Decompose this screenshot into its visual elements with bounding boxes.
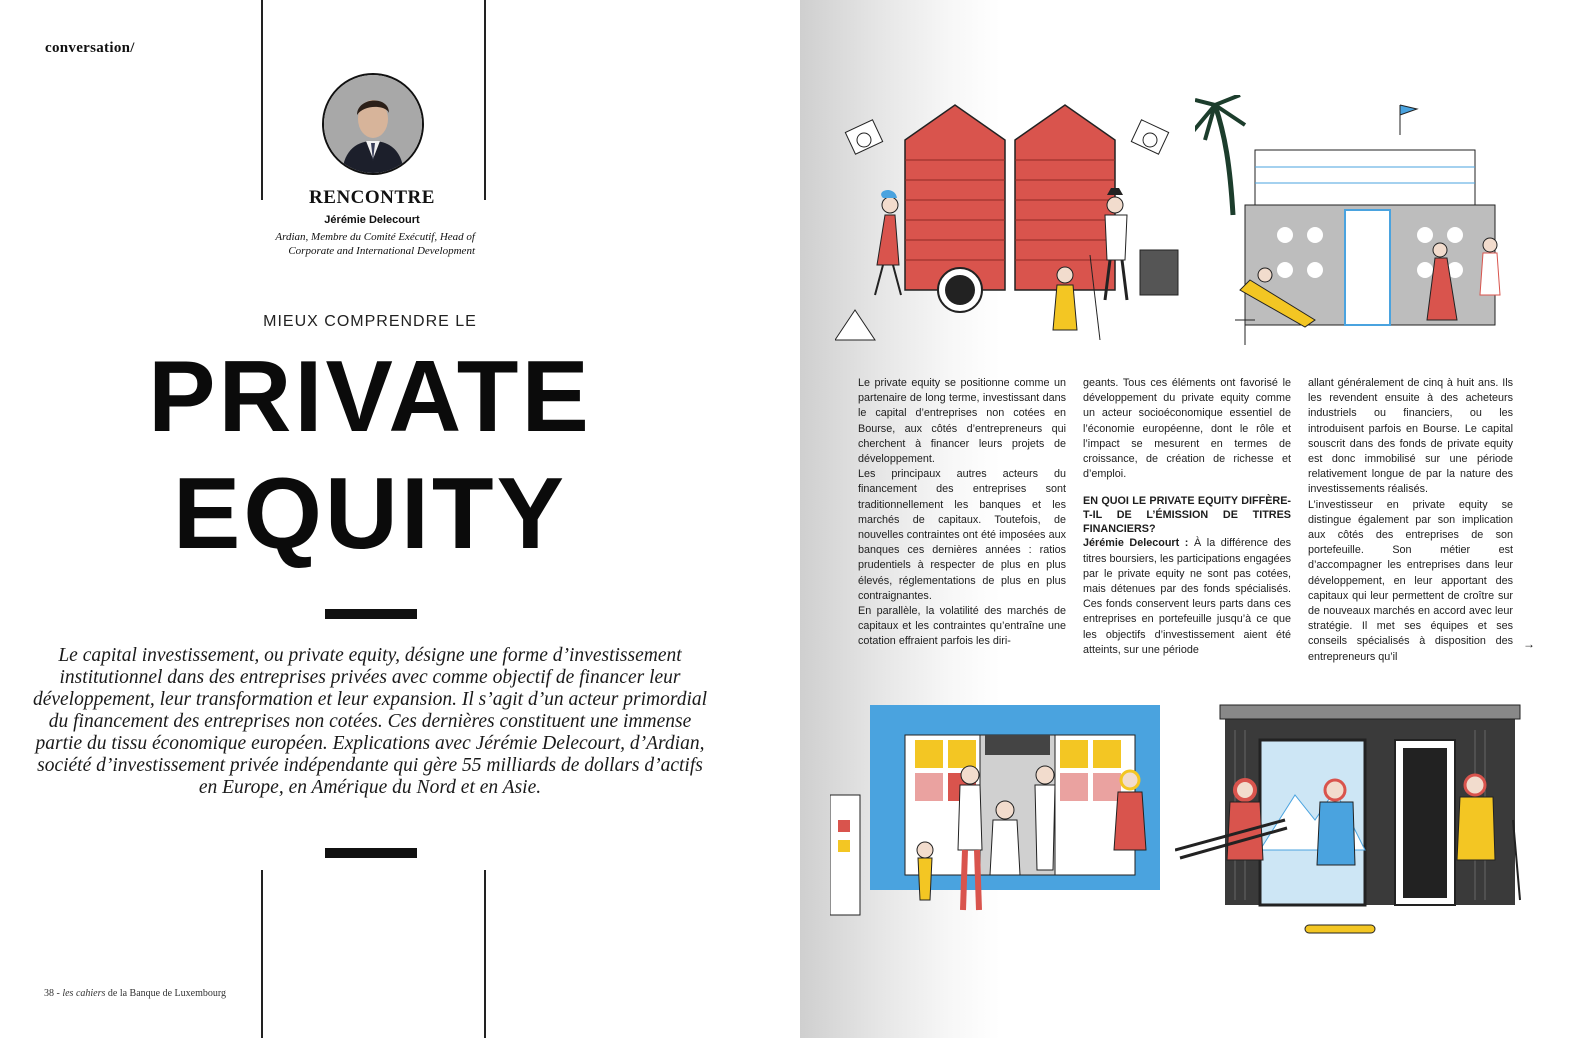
divider-line — [261, 0, 263, 200]
street-scene-illustration — [830, 700, 1170, 950]
publication-name: les cahiers — [62, 988, 106, 999]
article-paragraph: En parallèle, la volatilité des marchés de capitaux et les contraintes qu’entraîne une cotation effraient parfois les diri- — [858, 605, 1066, 648]
headline-line-2: EQUITY — [173, 458, 567, 570]
speaker-name: Jérémie Delecourt : — [1083, 537, 1189, 550]
page-number: 38 — [44, 988, 54, 999]
beach-house-illustration — [1195, 95, 1545, 350]
divider-line — [484, 870, 486, 1038]
article-paragraph: geants. Tous ces éléments ont favorisé le développement du private equity comme un acteur socioéconomique essentiel de l’économie européenne, dont le rôle et l’impact se mesurent en termes de croissance, de création de richesse et d’emploi. — [1083, 377, 1291, 481]
interview-label: RENCONTRE — [309, 187, 435, 208]
divider-line — [484, 0, 486, 200]
continue-arrow-icon: → — [1523, 637, 1535, 651]
article-column-2 — [1083, 376, 1291, 658]
interview-question: EN QUOI LE PRIVATE EQUITY DIFFÈRE-T-IL DE L’ÉMISSION DE TITRES FINANCIERS? — [1083, 495, 1291, 536]
headline-rule — [325, 609, 417, 619]
interviewee-name: Jérémie Delecourt — [324, 214, 420, 226]
article-column-3 — [1308, 376, 1513, 665]
headline-line-1: PRIVATE — [148, 341, 592, 453]
section-label: conversation/ — [45, 40, 135, 56]
intro-paragraph: Le capital investissement, ou private equity, désigne une forme d’investissement institutionnel dans des entreprises privées avec comme objectif de financer leur développement, leur transformation et leur expansion. Il s’agit d’un acteur primordial du financement des entreprises non cotées. Ces dernières constituent une immense partie du tissu économique européen. Explications avec Jérémie Delecourt, d’Ardian, société d’investissement privée indépendante qui gère 55 milliards de dollars d’actifs en Europe, en Amérique du Nord et en Asie. — [32, 645, 708, 798]
article-paragraph: Le private equity se positionne comme un partenaire de long terme, investissant dans le capital d’entreprises non cotées en Bourse, aux côtés d’entrepreneurs qui cherchent à financer leurs projets de développement. — [858, 377, 1066, 466]
article-column-1 — [858, 376, 1066, 650]
article-paragraph: L’investisseur en private equity se distingue également par son implication aux côtés des entreprises de son portefeuille. Son métier est d’accompagner les entreprises dans leur développement, en leur apportant des capitaux qui leur permettent de croître sur de nouveaux marchés en accord avec leur stratégie. Il met ses équipes et ses conseils spécialisés à disposition des entrepreneurs qu’il — [1308, 498, 1513, 663]
divider-line — [261, 870, 263, 1038]
intro-rule — [325, 848, 417, 858]
article-paragraph: Les principaux autres acteurs du financement des entreprises sont traditionnellement les banques et les marchés de capitaux. Toutefois, de nouvelles contraintes ont été imposées aux banques ces dernières années : ratios prudentiels à respecter de plus en plus élevés, réglementations de plus en plus contraignantes. — [858, 468, 1066, 602]
answer-text: À la différence des titres boursiers, les participations engagées par le private equity ne sont pas cotées, mais détenues par des fonds spécialisés. Ces fonds conservent leurs parts dans ces entreprises en portefeuille jusqu’à ce que les objectifs d’investissement aient été atteints, sur une période — [1083, 537, 1292, 656]
page-footer — [44, 988, 226, 999]
interview-answer — [1083, 536, 1291, 658]
portrait-illustration — [324, 75, 422, 173]
footer-separator: - — [54, 988, 63, 999]
ski-shop-illustration — [1175, 700, 1545, 945]
headline-kicker: MIEUX COMPRENDRE LE — [263, 313, 477, 330]
concert-illustration — [835, 100, 1185, 350]
interviewee-role: Ardian, Membre du Comité Exécutif, Head of Corporate and International Development — [275, 231, 475, 257]
portrait-photo — [322, 73, 424, 175]
publisher-name: de la Banque de Luxembourg — [105, 988, 227, 999]
article-paragraph: allant généralement de cinq à huit ans. Ils les revendent ensuite à des acheteurs industriels ou financiers, ou les introduisent parfois en Bourse. Le capital souscrit dans des fonds de private equity est donc immobilisé sur une période relativement longue de par la nature des investissements réalisés. — [1308, 377, 1513, 496]
